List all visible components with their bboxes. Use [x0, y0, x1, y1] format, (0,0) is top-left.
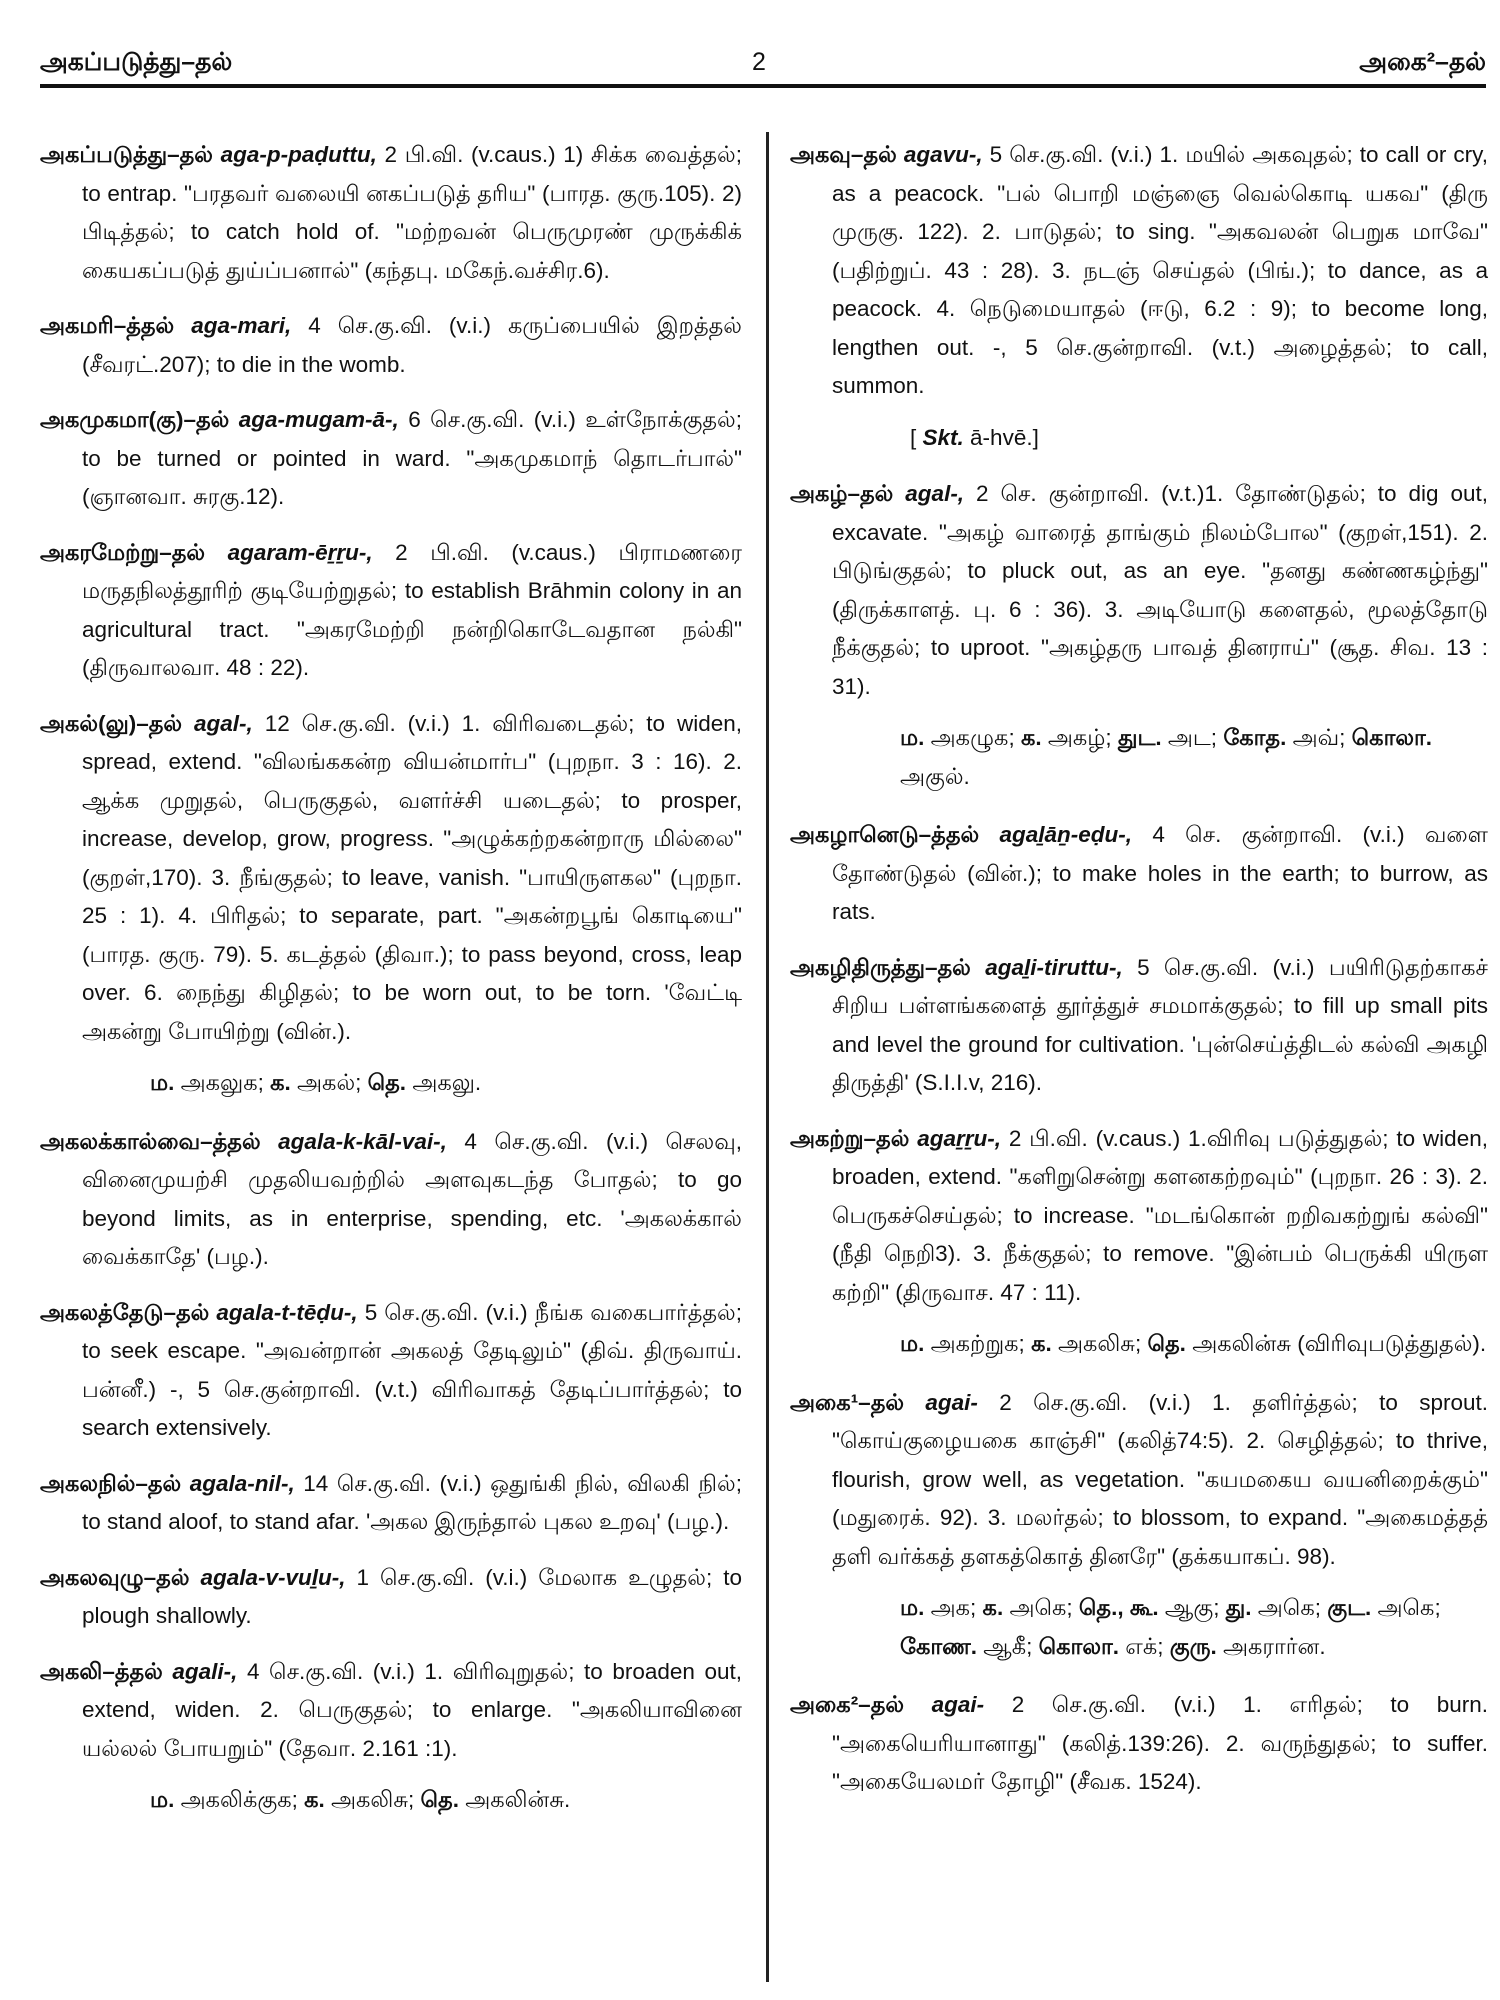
cognate-word: அட; — [1167, 725, 1218, 750]
dictionary-entry — [790, 475, 1488, 706]
transliteration: agala-t-tēḍu-, — [216, 1299, 358, 1325]
cognate-word: அகெ; — [1377, 1595, 1441, 1620]
cognate-word: அவ்; — [1292, 725, 1346, 750]
cognate-language: கொலா. — [1351, 725, 1433, 750]
cognate-language: துட. — [1117, 725, 1162, 750]
transliteration: agala-k-kāl-vai-, — [278, 1128, 447, 1154]
headword: அகமரி–த்தல் — [40, 313, 175, 338]
cognates-line — [790, 719, 1488, 796]
definition: 12 செ.கு.வி. (v.i.) 1. விரிவடைதல்; to widen, spread, extend. "விலங்ககன்ற வியன்மார்ப" (புறநா. 3 : 16). 2. ஆக்க முறுதல், பெருகுதல், வளர்ச்சி யடைதல்; to prosper, increase, develop, grow, progress. "அழுக்கற்றகன்றாரு மில்லை" (குறள்,170). 3. நீங்குதல்; to leave, vanish. "பாயிருளகல" (புறநா. 25 : 1). 4. பிரிதல்; to separate, part. "அகன்றபூங் கொடியை" (பாரத. குரு. 79). 5. கடத்தல் (திவா.); to pass beyond, cross, leap over. 6. நைந்து கிழிதல்; to be worn out, to be torn. 'வேட்டி அகன்று போயிற்று (வின்.). — [82, 710, 742, 1044]
transliteration: agali-, — [172, 1658, 238, 1684]
cognate-word: ஆகு; — [1164, 1595, 1220, 1620]
transliteration: agal-, — [905, 481, 965, 506]
cognate-word: அகுல். — [900, 763, 970, 789]
dictionary-entry — [40, 1123, 742, 1277]
headword: அகற்று–தல் — [790, 1125, 910, 1151]
definition: 2 செ.கு.வி. (v.i.) 1. தளிர்த்தல்; to sprout. "கொய்குழையகை காஞ்சி" (கலித்74:5). 2. செழித்தல்; to thrive, flourish, grow well, as vegetation. "கயமகைய வயனிறைக்கும்" (மதுரைக். 92). 3. மலர்தல்; to blossom, to expand. "அகைமத்தத் தளி வர்க்கத் தளகத்கொத் தினரே" (தக்கயாகப். 98). — [832, 1389, 1488, 1569]
transliteration: agavu-, — [903, 142, 983, 167]
dictionary-entry — [40, 1465, 742, 1542]
cognate-word: அகெ; — [1257, 1595, 1321, 1620]
headword: அகலநில்–தல் — [40, 1470, 182, 1496]
headword: அகவு–தல் — [790, 142, 897, 167]
cognate-language: ம. — [900, 1331, 925, 1356]
transliteration: agaṟṟu-, — [917, 1125, 1001, 1151]
dictionary-entry — [40, 534, 742, 688]
cognate-word: எக்; — [1125, 1633, 1164, 1659]
cognate-language: ம. — [900, 725, 925, 750]
cognate-language: தெ. — [1147, 1331, 1186, 1356]
cognate-language: ம. — [150, 1070, 175, 1095]
dictionary-entry — [40, 1294, 742, 1448]
transliteration: agala-v-vuḻu-, — [200, 1564, 346, 1590]
etymology-word: ā-hvē. — [970, 424, 1033, 450]
cognate-word: அகரார்ன. — [1222, 1633, 1326, 1659]
cognates-line — [40, 1781, 742, 1820]
cognate-word: அகெ; — [1009, 1595, 1073, 1620]
cognate-language: குரு. — [1169, 1633, 1217, 1659]
etymology-note: [ Skt. ā-hvē.] — [910, 424, 1039, 450]
headword: அகழானெடு–த்தல் — [790, 822, 980, 847]
dictionary-entry — [790, 1384, 1488, 1577]
cognate-language: க. — [1031, 1331, 1052, 1356]
transliteration: agaḻi-tiruttu-, — [985, 954, 1123, 980]
transliteration: agala-nil-, — [189, 1470, 295, 1496]
definition: 4 செ.கு.வி. (v.i.) கருப்பையில் இறத்தல் (சீவரட்.207); to die in the womb. — [82, 313, 742, 377]
column-divider — [766, 132, 769, 1982]
cognate-language: க. — [982, 1595, 1004, 1620]
cognates-line — [790, 1325, 1488, 1364]
dictionary-entry — [40, 401, 742, 517]
definition: 2 பி.வி. (v.caus.) 1) சிக்க வைத்தல்; to entrap. "பரதவர் வலையி னகப்படுத் தரிய" (பாரத. குரு.105). 2) பிடித்தல்; to catch hold of. "மற்றவன் பெருமுரண் முருக்கிக் கையகப்படுத் துய்ப்பனால்" (கந்தபு. மகேந்.வச்சிர.6). — [82, 142, 742, 283]
dictionary-entry — [40, 1559, 742, 1636]
cognate-language: க. — [304, 1787, 325, 1812]
cognate-language: கோண. — [900, 1633, 978, 1659]
definition: 5 செ.கு.வி. (v.i.) பயிரிடுதற்காகச் சிறிய பள்ளங்களைத் தூர்த்துச் சமமாக்குதல்; to fill up small pits and level the ground for cultivation. 'புன்செய்த்திடல் கல்வி அகழி திருத்தி' (S.I.I.v, 216). — [832, 954, 1488, 1095]
cognate-language: ம. — [150, 1787, 175, 1812]
cognate-word: அகல்; — [297, 1070, 362, 1095]
definition: 5 செ.கு.வி. (v.i.) 1. மயில் அகவுதல்; to call or cry, as a peacock. "பல் பொறி மஞ்ஞை வெல்கொடி யகவ" (திரு முருகு. 122). 2. பாடுதல்; to sing. "அகவலன் பெறுக மாவே" (பதிற்றுப். 43 : 28). 3. நடஞ் செய்தல் (பிங்.); to dance, as a peacock. 4. நெடுமையாதல் (ஈடு, 6.2 : 9); to become long, lengthen out. -, 5 செ.குன்றாவி. (v.t.) அழைத்தல்; to call, summon. — [832, 142, 1488, 398]
cognate-word: அக; — [930, 1595, 977, 1620]
dictionary-entry — [790, 816, 1488, 932]
definition: 2 பி.வி. (v.caus.) 1.விரிவு படுத்துதல்; to widen, broaden, extend. "களிறுசென்று களனகற்றவும்" (புறநா. 26 : 3). 2. பெருகச்செய்தல்; to increase. "மடங்கொன் றறிவகற்றுங் கல்வி" (நீதி நெறி3). 3. நீக்குதல்; to remove. "இன்பம் பெருக்கி யிருள கற்றி" (திருவாச. 47 : 11). — [832, 1125, 1488, 1305]
right-guide-word: அகை²–தல் — [1359, 48, 1486, 76]
transliteration: agaram-ēṟṟu-, — [227, 539, 373, 565]
definition: 2 செ.கு.வி. (v.i.) 1. எரிதல்; to burn. "அகையெரியானாது" (கலித்.139:26). 2. வருந்துதல்; to suffer. "அகையேலமர் தோழி" (சீவக. 1524). — [832, 1692, 1488, 1794]
definition: 5 செ.கு.வி. (v.i.) நீங்க வகைபார்த்தல்; to seek escape. "அவன்றான் அகலத் தேடிலும்" (திவ். திருவாய். பன்னீ.) -, 5 செ.குன்றாவி. (v.t.) விரிவாகத் தேடிப்பார்த்தல்; to search extensively. — [82, 1299, 742, 1440]
headword: அகல்(லு)–தல் — [40, 710, 183, 736]
cognate-language: தெ. — [420, 1787, 459, 1812]
headword: அகலவுழு–தல் — [40, 1564, 190, 1590]
headword: அகரமேற்று–தல் — [40, 539, 206, 565]
transliteration: agai- — [925, 1389, 978, 1415]
cognate-word: அகலின்சு. — [465, 1787, 571, 1812]
cognate-word: அகலிசு; — [1057, 1331, 1142, 1356]
definition: 14 செ.கு.வி. (v.i.) ஒதுங்கி நில், விலகி நில்; to stand aloof, to stand afar. 'அகல இருந்தால் புகல உறவு' (பழ.). — [82, 1470, 742, 1534]
transliteration: agai- — [931, 1692, 985, 1717]
dictionary-entry — [790, 136, 1488, 406]
cognate-word: அகற்றுக; — [930, 1331, 1025, 1356]
definition: 4 செ. குன்றாவி. (v.i.) வளை தோண்டுதல் (வின்.); to make holes in the earth; to burrow, as rats. — [832, 822, 1488, 924]
dictionary-entry — [790, 1686, 1488, 1802]
dictionary-entry — [790, 1120, 1488, 1313]
dictionary-entry — [40, 1653, 742, 1769]
left-column — [40, 136, 742, 1840]
cognate-word: அகழ்; — [1047, 725, 1112, 750]
headword: அகை¹–தல் — [790, 1389, 905, 1415]
left-guide-word: அகப்படுத்து–தல் — [40, 48, 233, 76]
cognate-language: க. — [1020, 725, 1042, 750]
headword: அகலக்கால்வை–த்தல் — [40, 1128, 261, 1154]
headword: அகப்படுத்து–தல் — [40, 142, 213, 167]
dictionary-entry — [790, 949, 1488, 1103]
definition: 4 செ.கு.வி. (v.i.) 1. விரிவுறுதல்; to broaden out, extend, widen. 2. பெருகுதல்; to enlarge. "அகலியாவினை யல்லல் போயறும்" (தேவா. 2.161 :1). — [82, 1658, 742, 1761]
cognate-language: ம. — [900, 1595, 925, 1620]
cognate-language: து. — [1225, 1595, 1252, 1620]
definition: 1 செ.கு.வி. (v.i.) மேலாக உழுதல்; to plough shallowly. — [82, 1564, 742, 1628]
cognates-line — [40, 1064, 742, 1103]
headword: அகழ்–தல் — [790, 481, 894, 506]
cognate-word: அகலிக்குக; — [180, 1787, 298, 1812]
cognate-language: குட. — [1327, 1595, 1372, 1620]
headword: அகலி–த்தல் — [40, 1658, 163, 1684]
cognate-language: தெ., கூ. — [1078, 1595, 1159, 1620]
headword: அகலத்தேடு–தல் — [40, 1299, 210, 1325]
cognate-word: அகலுக; — [180, 1070, 264, 1095]
transliteration: aga-p-paḍuttu, — [220, 142, 377, 167]
definition: 6 செ.கு.வி. (v.i.) உள்நோக்குதல்; to be turned or pointed in ward. "அகமுகமாந் தொடர்பால்" (ஞானவா. சுரகு.12). — [82, 407, 742, 509]
transliteration: agal-, — [194, 710, 253, 736]
cognate-word: ஆகீ; — [983, 1633, 1033, 1659]
headword: அகமுகமா(கு)–தல் — [40, 407, 230, 432]
right-column — [790, 136, 1488, 1819]
transliteration: agaḻāṉ-eḍu-, — [999, 822, 1133, 847]
definition: 4 செ.கு.வி. (v.i.) செலவு, வினைமுயற்சி முதலியவற்றில் அளவுகடந்த போதல்; to go beyond limits, as in enterprise, spending, etc. 'அகலக்கால் வைக்காதே' (பழ.). — [82, 1128, 742, 1269]
transliteration: aga-mari, — [191, 313, 292, 338]
transliteration: aga-mugam-ā-, — [238, 407, 399, 432]
dictionary-entry — [40, 136, 742, 290]
running-header — [40, 44, 1486, 88]
dictionary-entry — [40, 307, 742, 384]
cognate-language: தெ. — [367, 1070, 407, 1095]
cognate-word: அகழுக; — [930, 725, 1015, 750]
cognate-word: அகலிசு; — [331, 1787, 415, 1812]
dictionary-entry — [40, 705, 742, 1052]
cognate-word: அகலு. — [412, 1070, 482, 1095]
etymology-language: Skt. — [922, 424, 964, 450]
headword: அகழிதிருத்து–தல் — [790, 954, 971, 980]
page-number: 2 — [752, 48, 766, 76]
headword: அகை²–தல் — [790, 1692, 905, 1717]
cognate-language: கொலா. — [1038, 1633, 1119, 1659]
cognate-word: அகலின்சு (விரிவுபடுத்துதல்). — [1192, 1331, 1487, 1356]
definition: 2 பி.வி. (v.caus.) பிராமணரை மருதநிலத்தூரிற் குடியேற்றுதல்; to establish Brāhmin colony in an agricultural tract. "அகரமேற்றி நன்றிகொடேவதான நல்கி" (திருவாலவா. 48 : 22). — [82, 539, 742, 680]
cognates-line — [790, 1589, 1488, 1666]
definition: 2 செ. குன்றாவி. (v.t.)1. தோண்டுதல்; to dig out, excavate. "அகழ் வாரைத் தாங்கும் நிலம்போல" (குறள்,151). 2. பிடுங்குதல்; to pluck out, as an eye. "தனது கண்ணகழ்ந்து" (திருக்காளத். பு. 6 : 36). 3. அடியோடு களைதல், மூலத்தோடு நீக்குதல்; to uproot. "அகழ்தரு பாவத் தினராய்" (சூத. சிவ. 13 : 31). — [832, 481, 1488, 699]
cognate-language: க. — [270, 1070, 291, 1095]
cognate-language: கோத. — [1223, 725, 1287, 750]
